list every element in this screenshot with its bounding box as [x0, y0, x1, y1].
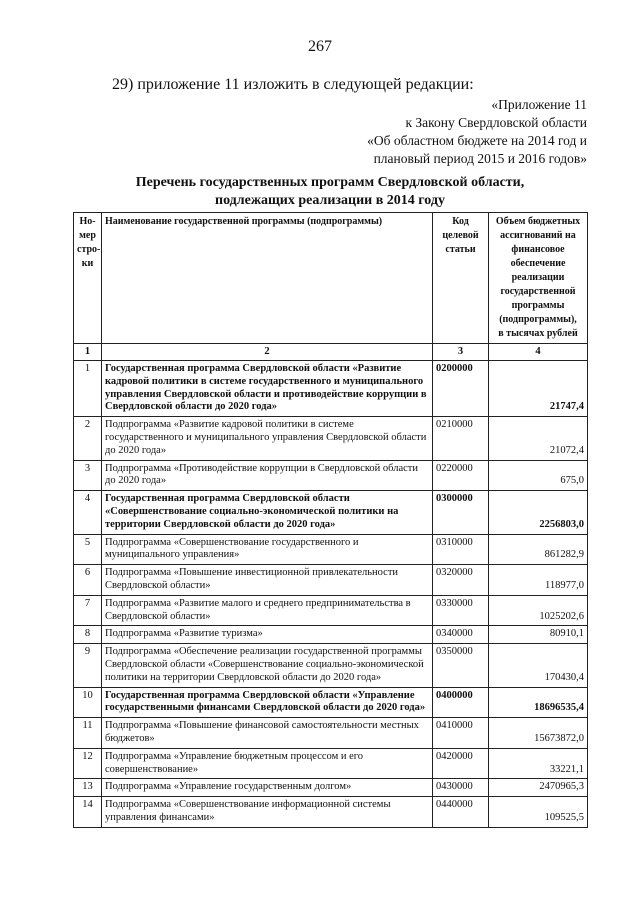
table-row — [74, 797, 588, 828]
budget-amount: 1025202,6 — [489, 595, 588, 626]
target-code: 0350000 — [433, 644, 489, 687]
document-title — [60, 174, 600, 210]
row-number: 4 — [74, 491, 102, 534]
table-row — [74, 361, 588, 417]
row-number: 14 — [74, 797, 102, 828]
target-code: 0320000 — [433, 565, 489, 596]
row-number: 5 — [74, 534, 102, 565]
row-number: 9 — [74, 644, 102, 687]
row-number: 12 — [74, 748, 102, 779]
table-row — [74, 687, 588, 718]
target-code: 0220000 — [433, 460, 489, 491]
column-index: 1 — [74, 344, 102, 361]
program-name: Государственная программа Свердловской области «Совершенствование социально-экономической политики на территории Свердловской области до 2020 года» — [102, 491, 433, 534]
row-number: 10 — [74, 687, 102, 718]
budget-amount: 170430,4 — [489, 644, 588, 687]
program-name: Подпрограмма «Управление бюджетным процессом и его совершенствование» — [102, 748, 433, 779]
target-code: 0300000 — [433, 491, 489, 534]
table-row — [74, 626, 588, 644]
budget-amount: 15673872,0 — [489, 718, 588, 749]
target-code: 0340000 — [433, 626, 489, 644]
row-number: 1 — [74, 361, 102, 417]
page-number: 267 — [308, 38, 332, 55]
header-row-number: Но- мер стро- ки — [74, 213, 102, 344]
header-target-code: Код целевой статьи — [433, 213, 489, 344]
budget-amount: 2256803,0 — [489, 491, 588, 534]
program-name: Подпрограмма «Повышение инвестиционной привлекательности Свердловской области» — [102, 565, 433, 596]
table-row — [74, 718, 588, 749]
target-code: 0330000 — [433, 595, 489, 626]
program-name: Подпрограмма «Развитие кадровой политики в системе государственного и муниципального управления Свердловской области до 2020 года» — [102, 417, 433, 460]
table-row — [74, 748, 588, 779]
budget-amount: 118977,0 — [489, 565, 588, 596]
appendix-line: плановый период 2015 и 2016 годов» — [373, 151, 587, 166]
row-number: 7 — [74, 595, 102, 626]
row-number: 8 — [74, 626, 102, 644]
budget-amount: 21072,4 — [489, 417, 588, 460]
budget-amount: 861282,9 — [489, 534, 588, 565]
table-body — [74, 361, 588, 828]
row-number: 2 — [74, 417, 102, 460]
appendix-header — [367, 96, 587, 168]
intro-text: 29) приложение 11 изложить в следующей редакции: — [112, 76, 474, 93]
table-row — [74, 417, 588, 460]
program-name: Государственная программа Свердловской области «Развитие кадровой политики в системе государственного и муниципального управления Свердловской области и противодействие коррупции в Свердловской области до 2020 года» — [102, 361, 433, 417]
target-code: 0420000 — [433, 748, 489, 779]
program-name: Подпрограмма «Развитие малого и среднего предпринимательства в Свердловской области» — [102, 595, 433, 626]
table-row — [74, 565, 588, 596]
row-number: 13 — [74, 779, 102, 797]
target-code: 0430000 — [433, 779, 489, 797]
column-index-row — [74, 344, 588, 361]
budget-amount: 18696535,4 — [489, 687, 588, 718]
target-code: 0400000 — [433, 687, 489, 718]
target-code: 0200000 — [433, 361, 489, 417]
program-name: Государственная программа Свердловской области «Управление государственными финансами Свердловской области до 2020 года» — [102, 687, 433, 718]
header-budget-amount: Объем бюджетных ассигнований на финансовое обеспечение реализации государственной программы (подпрограммы), в тысячах рублей — [489, 213, 588, 344]
appendix-line: «Приложение 11 — [491, 97, 587, 112]
budget-amount: 33221,1 — [489, 748, 588, 779]
target-code: 0210000 — [433, 417, 489, 460]
target-code: 0440000 — [433, 797, 489, 828]
title-line: подлежащих реализации в 2014 году — [215, 193, 445, 208]
table-row — [74, 779, 588, 797]
program-name: Подпрограмма «Повышение финансовой самостоятельности местных бюджетов» — [102, 718, 433, 749]
budget-amount: 80910,1 — [489, 626, 588, 644]
row-number: 3 — [74, 460, 102, 491]
program-name: Подпрограмма «Совершенствование государственного и муниципального управления» — [102, 534, 433, 565]
table-header-row — [74, 213, 588, 344]
column-index: 2 — [102, 344, 433, 361]
program-name: Подпрограмма «Противодействие коррупции в Свердловской области до 2020 года» — [102, 460, 433, 491]
program-name: Подпрограмма «Управление государственным долгом» — [102, 779, 433, 797]
program-name: Подпрограмма «Развитие туризма» — [102, 626, 433, 644]
row-number: 6 — [74, 565, 102, 596]
table-row — [74, 460, 588, 491]
table-row — [74, 491, 588, 534]
title-line: Перечень государственных программ Свердловской области, — [135, 175, 525, 190]
table-row — [74, 644, 588, 687]
budget-amount: 675,0 — [489, 460, 588, 491]
target-code: 0410000 — [433, 718, 489, 749]
row-number: 11 — [74, 718, 102, 749]
table-row — [74, 595, 588, 626]
table-row — [74, 534, 588, 565]
column-index: 3 — [433, 344, 489, 361]
program-name: Подпрограмма «Совершенствование информационной системы управления финансами» — [102, 797, 433, 828]
header-program-name: Наименование государственной программы (подпрограммы) — [102, 213, 433, 344]
programs-table — [73, 212, 588, 828]
column-index: 4 — [489, 344, 588, 361]
appendix-line: «Об областном бюджете на 2014 год и — [367, 133, 587, 148]
target-code: 0310000 — [433, 534, 489, 565]
appendix-line: к Закону Свердловской области — [405, 115, 587, 130]
budget-amount: 109525,5 — [489, 797, 588, 828]
budget-amount: 21747,4 — [489, 361, 588, 417]
program-name: Подпрограмма «Обеспечение реализации государственной программы Свердловской области «Совершенствование социально-экономической политики на территории Свердловской области до 2020 года» — [102, 644, 433, 687]
budget-amount: 2470965,3 — [489, 779, 588, 797]
